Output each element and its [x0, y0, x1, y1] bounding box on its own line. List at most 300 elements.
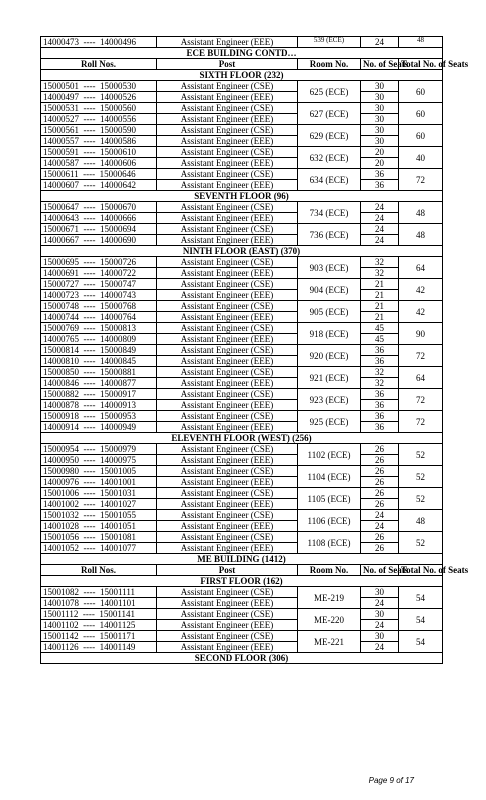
table-row — [41, 587, 443, 598]
post-cell: Assistant Engineer (EEE) — [157, 356, 298, 367]
range-separator: ---- — [83, 587, 96, 597]
post-cell: Assistant Engineer (EEE) — [157, 290, 298, 301]
roll-from: 14000914 — [43, 422, 79, 432]
table-row — [41, 202, 443, 213]
table-row — [41, 345, 443, 356]
post-cell: Assistant Engineer (EEE) — [157, 477, 298, 488]
range-separator: ---- — [83, 37, 96, 47]
table-row — [41, 422, 443, 433]
roll-from: 14001102 — [43, 620, 79, 630]
floor-row — [41, 191, 443, 202]
range-separator: ---- — [83, 180, 96, 190]
roll-to: 14000606 — [100, 158, 136, 168]
range-separator: ---- — [83, 323, 96, 333]
roll-from: 15000850 — [43, 367, 79, 377]
range-separator: ---- — [83, 532, 96, 542]
total-cell: 48 — [399, 510, 443, 532]
roll-from: 15001032 — [43, 510, 79, 520]
range-separator: ---- — [83, 499, 96, 509]
roll-from: 15000748 — [43, 301, 79, 311]
roll-to: 14000690 — [100, 235, 136, 245]
table-row — [41, 81, 443, 92]
seats-cell: 32 — [361, 268, 399, 279]
room-cell: 634 (ECE) — [298, 169, 361, 191]
header-roll: Roll Nos. — [41, 59, 157, 70]
room-cell: 904 (ECE) — [298, 279, 361, 301]
roll-from: 15001056 — [43, 532, 79, 542]
post-cell: Assistant Engineer (CSE) — [157, 169, 298, 180]
room-cell: 1106 (ECE) — [298, 510, 361, 532]
roll-range-cell — [41, 411, 157, 422]
post-cell: Assistant Engineer (EEE) — [157, 268, 298, 279]
post-cell: Assistant Engineer (CSE) — [157, 532, 298, 543]
post-cell: Assistant Engineer (CSE) — [157, 345, 298, 356]
table-row — [41, 257, 443, 268]
total-cell: 40 — [399, 147, 443, 169]
roll-range-cell — [41, 587, 157, 598]
total-cell: 48 — [399, 224, 443, 246]
roll-from: 15000531 — [43, 103, 79, 113]
header-post: Post — [157, 565, 298, 576]
roll-from: 14000557 — [43, 136, 79, 146]
roll-to: 15000560 — [100, 103, 136, 113]
room-cell: 629 (ECE) — [298, 125, 361, 147]
post-cell: Assistant Engineer (CSE) — [157, 257, 298, 268]
range-separator: ---- — [83, 400, 96, 410]
room-cell: 918 (ECE) — [298, 323, 361, 345]
range-separator: ---- — [83, 378, 96, 388]
roll-to: 14000666 — [100, 213, 136, 223]
floor-title: ELEVENTH FLOOR (WEST) (256) — [41, 433, 443, 444]
roll-to: 14000949 — [100, 422, 136, 432]
seats-cell: 24 — [361, 598, 399, 609]
roll-to: 15001171 — [99, 631, 136, 641]
post-cell: Assistant Engineer (EEE) — [157, 521, 298, 532]
roll-range-cell — [41, 521, 157, 532]
table-row — [41, 521, 443, 532]
range-separator: ---- — [83, 598, 96, 608]
seats-cell: 20 — [361, 147, 399, 158]
total-cell: 54 — [399, 631, 443, 653]
table-row — [41, 147, 443, 158]
roll-to: 14000913 — [100, 400, 136, 410]
total-cell: 54 — [399, 587, 443, 609]
post-cell: Assistant Engineer (EEE) — [157, 136, 298, 147]
roll-to: 15000670 — [100, 202, 136, 212]
roll-range-cell — [41, 510, 157, 521]
post-cell: Assistant Engineer (EEE) — [157, 334, 298, 345]
roll-from: 14000846 — [43, 378, 79, 388]
roll-from: 14000723 — [43, 290, 79, 300]
room-cell: ME-220 — [298, 609, 361, 631]
total-cell: 72 — [399, 389, 443, 411]
roll-range-cell — [41, 268, 157, 279]
roll-to: 15000530 — [100, 81, 136, 91]
roll-range-cell — [41, 422, 157, 433]
table-row — [41, 125, 443, 136]
floor-row — [41, 246, 443, 257]
total-cell: 72 — [399, 411, 443, 433]
table-row — [41, 400, 443, 411]
roll-range-cell — [41, 180, 157, 191]
seats-cell: 21 — [361, 301, 399, 312]
seats-cell: 36 — [361, 389, 399, 400]
total-cell: 90 — [399, 323, 443, 345]
table-row — [41, 510, 443, 521]
roll-to: 14000496 — [100, 37, 136, 47]
roll-to: 15001111 — [100, 587, 135, 597]
seats-cell: 32 — [361, 367, 399, 378]
roll-from: 15000501 — [43, 81, 79, 91]
table-row — [41, 620, 443, 631]
roll-range-cell — [41, 103, 157, 114]
table-row — [41, 543, 443, 554]
floor-title: NINTH FLOOR (EAST) (370) — [41, 246, 443, 257]
roll-from: 14000643 — [43, 213, 79, 223]
range-separator: ---- — [83, 510, 96, 520]
header-row — [41, 565, 443, 576]
seating-table-body — [41, 36, 469, 664]
table-row — [41, 224, 443, 235]
roll-range-cell — [41, 609, 157, 620]
roll-range-cell — [41, 334, 157, 345]
table-row — [41, 158, 443, 169]
range-separator: ---- — [83, 114, 96, 124]
table-row — [41, 411, 443, 422]
roll-range-cell — [41, 543, 157, 554]
roll-range-cell — [41, 620, 157, 631]
roll-from: 15001006 — [43, 488, 79, 498]
table-row — [41, 631, 443, 642]
range-separator: ---- — [83, 213, 96, 223]
range-separator: ---- — [83, 334, 96, 344]
post-cell: Assistant Engineer (EEE) — [157, 312, 298, 323]
roll-range-cell — [41, 37, 157, 48]
seats-cell: 36 — [361, 169, 399, 180]
range-separator: ---- — [83, 224, 96, 234]
seats-cell: 36 — [361, 400, 399, 411]
range-separator: ---- — [83, 345, 96, 355]
table-row — [41, 323, 443, 334]
total-cell: 52 — [399, 466, 443, 488]
roll-from: 14000497 — [43, 92, 79, 102]
range-separator: ---- — [83, 147, 96, 157]
floor-row — [41, 576, 443, 587]
roll-range-cell — [41, 114, 157, 125]
roll-from: 14000473 — [43, 37, 79, 47]
seats-cell: 36 — [361, 422, 399, 433]
roll-range-cell — [41, 477, 157, 488]
roll-from: 14001052 — [43, 543, 79, 553]
range-separator: ---- — [83, 235, 96, 245]
roll-from: 14000976 — [43, 477, 79, 487]
roll-range-cell — [41, 279, 157, 290]
post-cell: Assistant Engineer (CSE) — [157, 411, 298, 422]
table-row — [41, 235, 443, 246]
roll-from: 15000611 — [43, 169, 79, 179]
seats-cell: 21 — [361, 312, 399, 323]
roll-from: 15001142 — [43, 631, 79, 641]
post-cell: Assistant Engineer (CSE) — [157, 389, 298, 400]
seats-cell: 20 — [361, 158, 399, 169]
header-roll: Roll Nos. — [41, 565, 157, 576]
room-cell: 920 (ECE) — [298, 345, 361, 367]
roll-to: 14001027 — [100, 499, 136, 509]
room-cell: 734 (ECE) — [298, 202, 361, 224]
roll-to: 14000722 — [100, 268, 136, 278]
roll-to: 14000556 — [100, 114, 136, 124]
roll-from: 15000647 — [43, 202, 79, 212]
seats-cell: 26 — [361, 488, 399, 499]
post-cell: Assistant Engineer (CSE) — [157, 147, 298, 158]
seats-cell: 45 — [361, 334, 399, 345]
roll-to: 15000726 — [100, 257, 136, 267]
range-separator: ---- — [83, 312, 96, 322]
table-row — [41, 455, 443, 466]
roll-to: 14000526 — [100, 92, 136, 102]
post-cell: Assistant Engineer (EEE) — [157, 158, 298, 169]
roll-from: 14001002 — [43, 499, 79, 509]
post-cell: Assistant Engineer (CSE) — [157, 202, 298, 213]
floor-title: SECOND FLOOR (306) — [41, 653, 443, 664]
roll-range-cell — [41, 169, 157, 180]
seats-cell: 36 — [361, 180, 399, 191]
post-cell: Assistant Engineer (CSE) — [157, 510, 298, 521]
post-cell: Assistant Engineer (EEE) — [157, 37, 298, 48]
roll-range-cell — [41, 125, 157, 136]
total-cell: 60 — [399, 81, 443, 103]
roll-from: 15000727 — [43, 279, 79, 289]
roll-from: 14000950 — [43, 455, 79, 465]
post-cell: Assistant Engineer (CSE) — [157, 367, 298, 378]
roll-range-cell — [41, 290, 157, 301]
roll-from: 14000765 — [43, 334, 79, 344]
floor-row — [41, 433, 443, 444]
post-cell: Assistant Engineer (EEE) — [157, 543, 298, 554]
table-row — [41, 92, 443, 103]
table-row — [41, 466, 443, 477]
header-seats: No. of Seats — [361, 565, 399, 576]
range-separator: ---- — [83, 521, 96, 531]
range-separator: ---- — [83, 411, 96, 421]
roll-range-cell — [41, 92, 157, 103]
roll-range-cell — [41, 345, 157, 356]
roll-from: 14001028 — [43, 521, 79, 531]
seats-cell: 30 — [361, 587, 399, 598]
seats-cell: 26 — [361, 543, 399, 554]
roll-from: 14000744 — [43, 312, 79, 322]
room-cell: 539 (ECE) — [298, 37, 361, 48]
roll-range-cell — [41, 356, 157, 367]
range-separator: ---- — [83, 158, 96, 168]
section-title: ME BUILDING (1412) — [41, 554, 443, 565]
seats-cell: 30 — [361, 114, 399, 125]
continued-row — [41, 37, 443, 48]
roll-range-cell — [41, 323, 157, 334]
post-cell: Assistant Engineer (CSE) — [157, 488, 298, 499]
post-cell: Assistant Engineer (EEE) — [157, 422, 298, 433]
floor-title: SEVENTH FLOOR (96) — [41, 191, 443, 202]
room-cell: 1105 (ECE) — [298, 488, 361, 510]
seats-cell: 26 — [361, 444, 399, 455]
range-separator: ---- — [83, 389, 96, 399]
table-row — [41, 609, 443, 620]
post-cell: Assistant Engineer (CSE) — [157, 444, 298, 455]
range-separator: ---- — [83, 290, 96, 300]
roll-to: 15001141 — [99, 609, 136, 619]
table-row — [41, 213, 443, 224]
range-separator: ---- — [83, 631, 96, 641]
roll-to: 15000849 — [100, 345, 136, 355]
table-row — [41, 367, 443, 378]
range-separator: ---- — [83, 279, 96, 289]
roll-range-cell — [41, 499, 157, 510]
header-seats: No. of Seats — [361, 59, 399, 70]
range-separator: ---- — [83, 301, 96, 311]
roll-from: 14000810 — [43, 356, 79, 366]
total-cell: 48 — [399, 202, 443, 224]
room-cell: 627 (ECE) — [298, 103, 361, 125]
floor-title: FIRST FLOOR (162) — [41, 576, 443, 587]
roll-to: 14000877 — [100, 378, 136, 388]
range-separator: ---- — [83, 257, 96, 267]
roll-from: 14000667 — [43, 235, 79, 245]
range-separator: ---- — [82, 609, 95, 619]
range-separator: ---- — [83, 202, 96, 212]
roll-range-cell — [41, 631, 157, 642]
total-cell: 54 — [399, 609, 443, 631]
roll-from: 14000691 — [43, 268, 79, 278]
table-row — [41, 334, 443, 345]
seats-cell: 21 — [361, 290, 399, 301]
seats-cell: 26 — [361, 532, 399, 543]
table-row — [41, 103, 443, 114]
roll-to: 15000813 — [100, 323, 136, 333]
roll-from: 14001126 — [43, 642, 79, 652]
roll-range-cell — [41, 444, 157, 455]
table-row — [41, 180, 443, 191]
post-cell: Assistant Engineer (CSE) — [157, 301, 298, 312]
roll-to: 15000917 — [100, 389, 136, 399]
table-row — [41, 290, 443, 301]
roll-to: 14001149 — [99, 642, 136, 652]
roll-to: 14000642 — [100, 180, 136, 190]
section-title: ECE BUILDING CONTD… — [41, 48, 443, 59]
table-row — [41, 499, 443, 510]
roll-range-cell — [41, 257, 157, 268]
table-row — [41, 477, 443, 488]
roll-range-cell — [41, 532, 157, 543]
roll-to: 14000586 — [100, 136, 136, 146]
room-cell: 1108 (ECE) — [298, 532, 361, 554]
seats-cell: 24 — [361, 213, 399, 224]
post-cell: Assistant Engineer (EEE) — [157, 499, 298, 510]
roll-from: 15000954 — [43, 444, 79, 454]
total-cell: 60 — [399, 125, 443, 147]
roll-from: 15000769 — [43, 323, 79, 333]
roll-from: 15000814 — [43, 345, 79, 355]
roll-to: 15001031 — [100, 488, 136, 498]
post-cell: Assistant Engineer (EEE) — [157, 620, 298, 631]
total-cell: 64 — [399, 367, 443, 389]
seats-cell: 30 — [361, 92, 399, 103]
roll-from: 14000587 — [43, 158, 79, 168]
range-separator: ---- — [83, 444, 96, 454]
table-row — [41, 378, 443, 389]
roll-range-cell — [41, 235, 157, 246]
roll-to: 15000694 — [100, 224, 136, 234]
range-separator: ---- — [83, 103, 96, 113]
roll-from: 15000882 — [43, 389, 79, 399]
roll-to: 14001051 — [100, 521, 136, 531]
roll-range-cell — [41, 158, 157, 169]
roll-range-cell — [41, 389, 157, 400]
post-cell: Assistant Engineer (CSE) — [157, 81, 298, 92]
post-cell: Assistant Engineer (CSE) — [157, 609, 298, 620]
table-row — [41, 279, 443, 290]
room-cell: 903 (ECE) — [298, 257, 361, 279]
roll-to: 15000747 — [100, 279, 136, 289]
seats-cell: 24 — [361, 235, 399, 246]
total-cell: 42 — [399, 279, 443, 301]
seats-cell: 26 — [361, 499, 399, 510]
roll-from: 14001078 — [43, 598, 79, 608]
header-room: Room No. — [298, 59, 361, 70]
seats-cell: 21 — [361, 279, 399, 290]
roll-to: 15000881 — [100, 367, 136, 377]
total-cell: 64 — [399, 257, 443, 279]
room-cell: 632 (ECE) — [298, 147, 361, 169]
post-cell: Assistant Engineer (EEE) — [157, 378, 298, 389]
room-cell: 1104 (ECE) — [298, 466, 361, 488]
seats-cell: 30 — [361, 81, 399, 92]
total-cell: 52 — [399, 488, 443, 510]
section-title-row — [41, 48, 443, 59]
range-separator: ---- — [83, 169, 96, 179]
range-separator: ---- — [83, 422, 96, 432]
roll-to: 14001077 — [100, 543, 136, 553]
header-total: Total No. of Seats — [399, 59, 443, 70]
room-cell: 925 (ECE) — [298, 411, 361, 433]
range-separator: ---- — [83, 268, 96, 278]
roll-range-cell — [41, 147, 157, 158]
roll-to: 14001101 — [100, 598, 136, 608]
floor-row — [41, 70, 443, 81]
post-cell: Assistant Engineer (CSE) — [157, 466, 298, 477]
range-separator: ---- — [83, 81, 96, 91]
range-separator: ---- — [83, 620, 96, 630]
page-number: Page 9 of 17 — [368, 776, 414, 785]
header-room: Room No. — [298, 565, 361, 576]
table-row — [41, 488, 443, 499]
post-cell: Assistant Engineer (EEE) — [157, 114, 298, 125]
roll-range-cell — [41, 488, 157, 499]
roll-range-cell — [41, 213, 157, 224]
seats-cell: 30 — [361, 136, 399, 147]
total-cell: 52 — [399, 444, 443, 466]
section-title-row — [41, 554, 443, 565]
roll-from: 15001082 — [43, 587, 79, 597]
roll-from: 15001112 — [43, 609, 79, 619]
roll-to: 15001005 — [100, 466, 136, 476]
table-row — [41, 169, 443, 180]
roll-range-cell — [41, 312, 157, 323]
room-cell: ME-221 — [298, 631, 361, 653]
roll-range-cell — [41, 455, 157, 466]
range-separator: ---- — [83, 543, 96, 553]
range-separator: ---- — [83, 466, 96, 476]
post-cell: Assistant Engineer (CSE) — [157, 323, 298, 334]
